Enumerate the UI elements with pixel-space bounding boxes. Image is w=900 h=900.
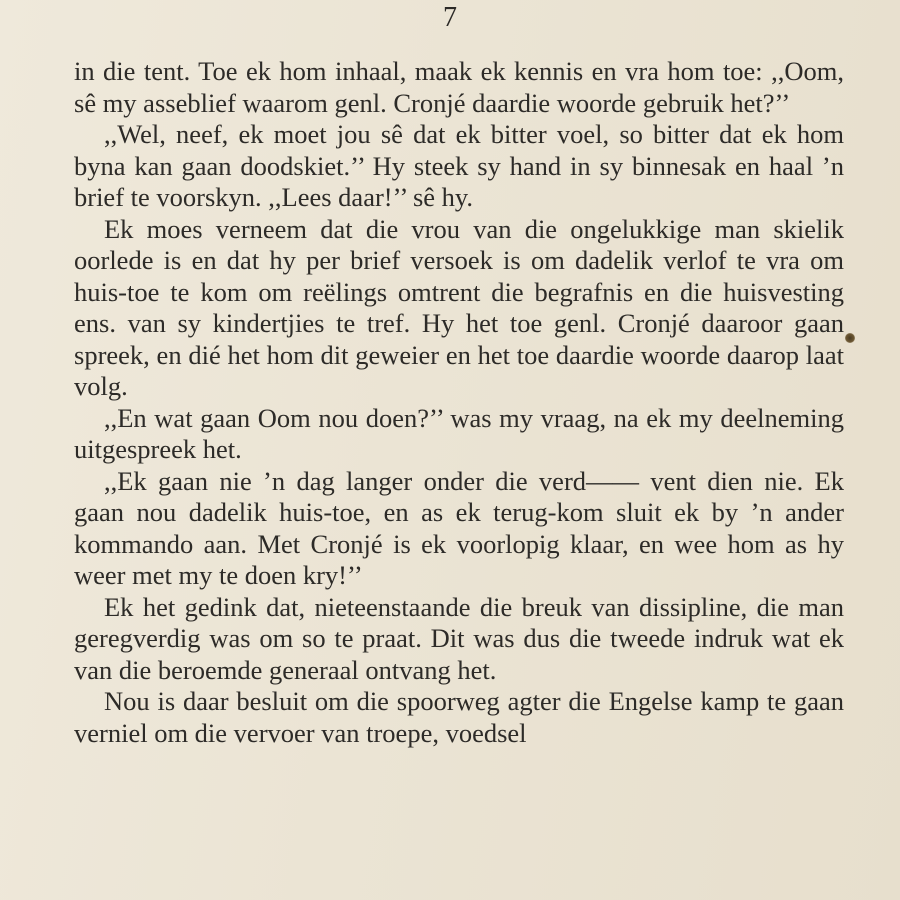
paragraph-6: Ek het gedink dat, nieteenstaande die breuk van dissipline, die man geregverdig was om so te praat. Dit was dus die tweede indruk wat ek van die beroemde generaal ontvang het. (74, 591, 844, 685)
paragraph-3: Ek moes verneem dat die vrou van die ongelukkige man skielik oorlede is en dat hy per brief versoek is om dadelik verlof te vra om huis-toe te kom om reëlings omtrent die begrafnis en die huisvesting ens. van sy kindertjies te tref. Hy het toe genl. Cronjé daaroor gaan spreek, en dié het hom dit geweier en het toe daardie woorde daarop laat volg. (74, 213, 844, 401)
paper-speck (845, 333, 855, 343)
paragraph-2: ,,Wel, neef, ek moet jou sê dat ek bitter voel, so bitter dat ek hom byna kan gaan doodskiet.’’ Hy steek sy hand in sy binnesak en haal ’n brief te voorskyn. ,,Lees daar!’’ sê hy. (74, 119, 844, 212)
page-number: 7 (443, 2, 457, 33)
paragraph-4: ,,En wat gaan Oom nou doen?’’ was my vraag, na ek my deelneming uitgespreek het. (74, 402, 844, 464)
paragraph-5: ,,Ek gaan nie ’n dag langer onder die verd—— vent dien nie. Ek gaan nou dadelik huis-toe, en as ek terug-kom sluit ek by ’n ander kommando aan. Met Cronjé is ek voorlopig klaar, en wee hom as hy weer met my te doen kry!’’ (74, 465, 844, 590)
body-text (74, 56, 844, 749)
paragraph-1: in die tent. Toe ek hom inhaal, maak ek kennis en vra hom toe: ,,Oom, sê my asseblief waarom genl. Cronjé daardie woorde gebruik het?’’ (74, 56, 844, 118)
paragraph-7: Nou is daar besluit om die spoorweg agter die Engelse kamp te gaan verniel om die vervoer van troepe, voedsel (74, 686, 844, 748)
